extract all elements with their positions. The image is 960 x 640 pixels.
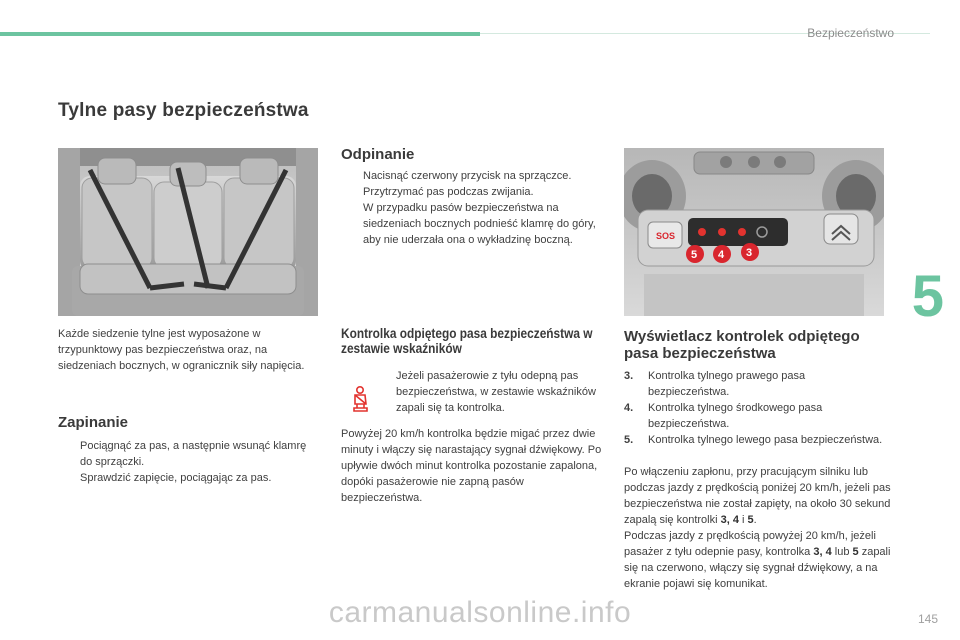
callout-5	[686, 245, 704, 263]
fastening-list	[58, 438, 308, 486]
svg-text:3: 3	[746, 247, 753, 259]
list-item: Pociągnąć za pas, a następnie wsunąć klamrę do sprzączki.	[80, 440, 307, 468]
header-accent-bar	[0, 32, 480, 36]
rear-seats-photo	[58, 148, 318, 316]
list-item: Przytrzymać pas podczas zwijania.	[363, 186, 534, 198]
unfastening-list	[341, 168, 603, 248]
list-item: Nacisnąć czerwony przycisk na sprzączce.	[363, 170, 572, 182]
list-item: Sprawdzić zapięcie, pociągając za pas.	[80, 472, 272, 484]
callout-4	[713, 245, 731, 263]
console-photo	[624, 148, 884, 316]
svg-text:4: 4	[718, 249, 725, 261]
list-item: 5. Kontrolka tylnego lewego pasa bezpieczeństwa.	[624, 434, 883, 446]
warning-lamp-icon-text: Jeżeli pasażerowie z tyłu odepną pas bezpieczeństwa, w zestawie wskaźników zapali się ta kontrolka.	[396, 370, 596, 414]
fastening-heading: Zapinanie	[58, 414, 129, 431]
unfastening-heading: Odpinanie	[341, 146, 415, 163]
list-item: W przypadku pasów bezpieczeństwa na siedzeniach bocznych podnieść klamrę do góry, aby nie uderzała ona o wykładzinę boczną.	[363, 202, 596, 246]
chapter-number: 5	[911, 264, 944, 329]
rear-seats-illustration	[58, 148, 318, 316]
svg-text:5: 5	[691, 249, 698, 261]
console-illustration	[624, 148, 884, 316]
page-title: Tylne pasy bezpieczeństwa	[58, 100, 309, 121]
list-item: 3. Kontrolka tylnego prawego pasa bezpieczeństwa.	[624, 370, 806, 398]
watermark: carmanualsonline.info	[328, 596, 632, 629]
list-item: 4. Kontrolka tylnego środkowego pasa bezpieczeństwa.	[624, 402, 823, 430]
warning-lamp-heading: Kontrolka odpiętego pasa bezpieczeństwa w zestawie wskaźników	[341, 326, 593, 356]
warning-lamp-text: Powyżej 20 km/h kontrolka będzie migać przez dwie minuty i włączy się narastający sygnał dźwiękowy. Po upływie dwóch minut kontrolka pozostanie zapalona, dopóki pasażerowie nie zapną pasów bezpieczeństwa.	[341, 428, 602, 504]
page-number: 145	[917, 612, 938, 626]
display-list	[624, 368, 888, 448]
sos-button-label: SOS	[656, 231, 676, 241]
section-label: Bezpieczeństwo	[807, 26, 894, 40]
intro-text: Każde siedzenie tylne jest wyposażone w trzypunktowy pas bezpieczeństwa oraz, na siedzeniach bocznych, w ogranicznik siły napięcia.	[58, 328, 305, 372]
display-heading: Wyświetlacz kontrolek odpiętego pasa bezpieczeństwa	[624, 328, 860, 362]
display-paragraph: Po włączeniu zapłonu, przy pracującym silniku lub podczas jazdy z prędkością poniżej 20 km/h, jeżeli pas bezpieczeństwa nie został zapięty, na około 30 sekund zapalą się kontrolki 3, 4 i 5. Podczas jazdy z prędkością powyżej 20 km/h, jeżeli pasażer z tyłu odepnie pasy, kontrolka 3, 4 lub 5 zapali się na czerwono, włączy się sygnał dźwiękowy, a na ekranie pojawi się komunikat.	[624, 466, 891, 590]
seatbelt-warning-icon	[349, 386, 375, 414]
callout-3	[741, 243, 759, 261]
